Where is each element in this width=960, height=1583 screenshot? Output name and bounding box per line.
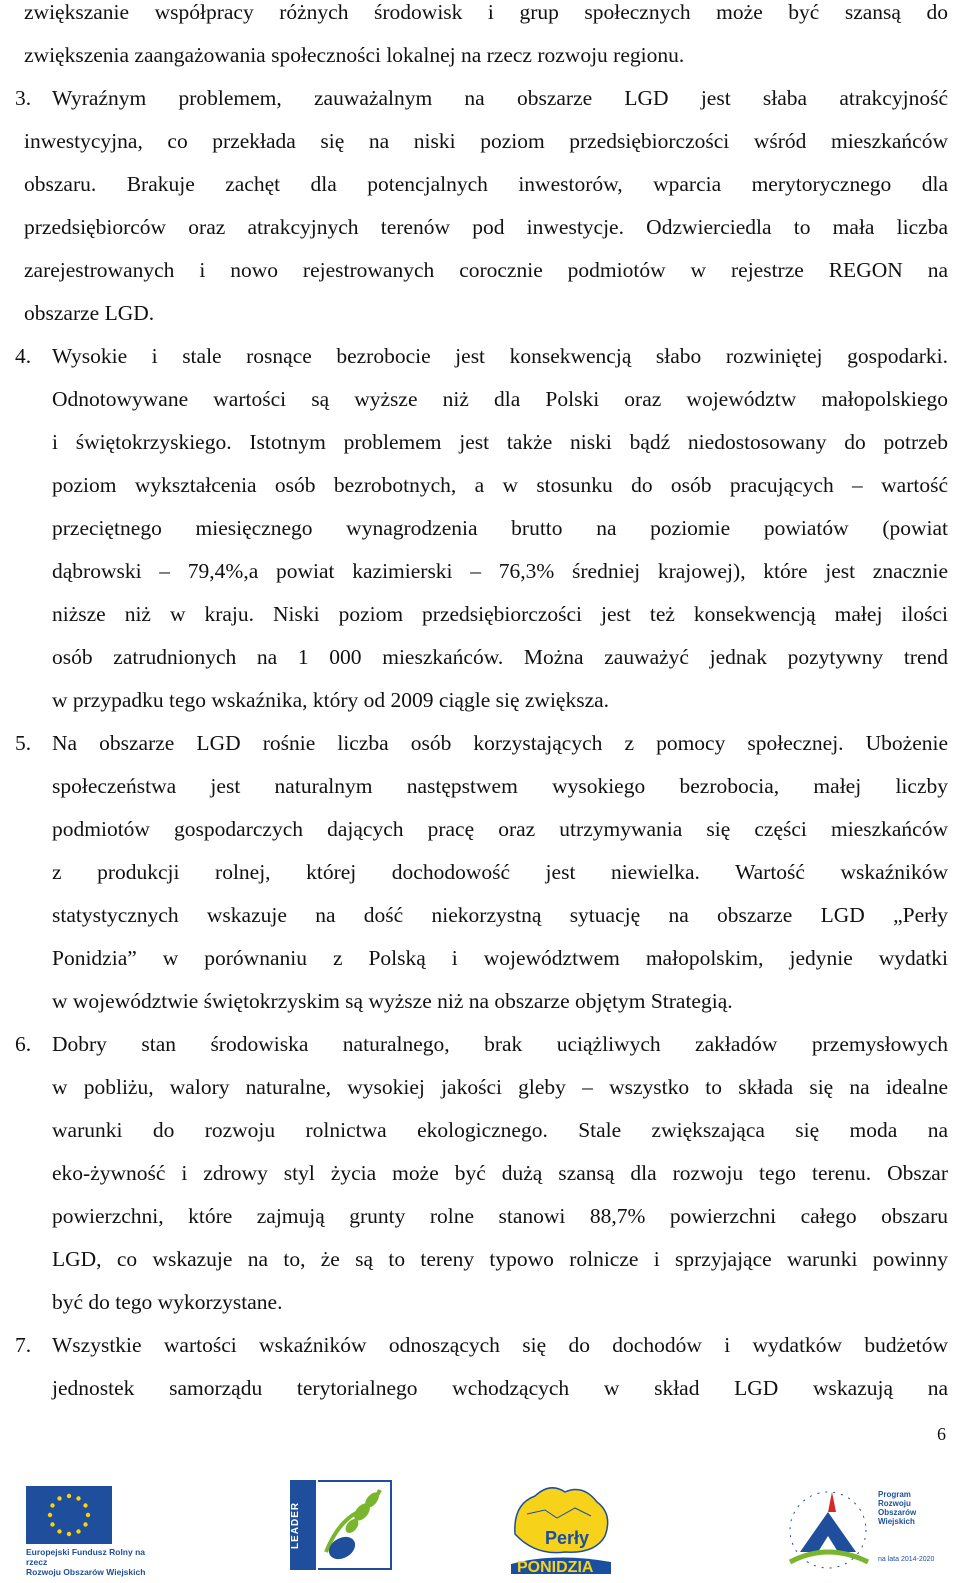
prow-text [878, 1490, 948, 1526]
eu-star-icon [83, 1522, 87, 1526]
text-line [0, 513, 960, 543]
line-text: Ponidzia” w porównaniu z Polską i województwem małopolskim, jedynie wydatki [52, 946, 948, 970]
eu-star-icon [57, 1529, 61, 1533]
prow-emblem-icon [780, 1482, 875, 1577]
line-text: przeciętnego miesięcznego wynagrodzenia brutto na poziomie powiatów (powiat [52, 516, 948, 540]
line-text: przedsiębiorców oraz atrakcyjnych terenów pod inwestycje. Odzwierciedla to mała liczba [24, 215, 948, 239]
eu-star-icon [50, 1503, 54, 1507]
eu-star-icon [76, 1529, 80, 1533]
line-text: jednostek samorządu terytorialnego wchodzących w skład LGD wskazują na [52, 1376, 948, 1400]
text-line [0, 986, 960, 1016]
line-text: powierzchni, które zajmują grunty rolne stanowi 88,7% powierzchni całego obszaru [52, 1204, 948, 1228]
line-text: Na obszarze LGD rośnie liczba osób korzystających z pomocy społecznej. Ubożenie [52, 731, 948, 755]
line-text: w przypadku tego wskaźnika, który od 2009 ciągle się zwiększa. [52, 688, 610, 712]
text-line [0, 685, 960, 715]
eu-star-icon [48, 1513, 52, 1517]
line-text: w województwie świętokrzyskim są wyższe niż na obszarze objętym Strategią. [52, 989, 733, 1013]
eu-flag-logo [26, 1486, 112, 1544]
text-line [0, 642, 960, 672]
text-line [0, 1244, 960, 1274]
line-text: Wszystkie wartości wskaźników odnoszących się do dochodów i wydatków budżetów [52, 1333, 948, 1357]
line-text: z produkcji rolnej, której dochodowość jest niewielka. Wartość wskaźników [52, 860, 948, 884]
eu-star-icon [83, 1503, 87, 1507]
text-line [0, 857, 960, 887]
text-line [0, 814, 960, 844]
text-line [0, 427, 960, 457]
line-text: zwiększenia zaangażowania społeczności lokalnej na rzecz rozwoju regionu. [24, 43, 685, 67]
line-text: w pobliżu, walory naturalne, wysokiej jakości gleby – wszystko to składa się na idealne [52, 1075, 948, 1099]
perly-map-icon [505, 1474, 617, 1574]
eu-fund-line2: Rozwoju Obszarów Wiejskich [26, 1567, 146, 1577]
line-text: Dobry stan środowiska naturalnego, brak uciążliwych zakładów przemysłowych [52, 1032, 948, 1056]
eu-fund-line1: Europejski Fundusz Rolny na rzecz [26, 1547, 146, 1567]
text-line [0, 470, 960, 500]
text-line [0, 83, 960, 113]
eu-star-icon [50, 1522, 54, 1526]
text-line [0, 1072, 960, 1102]
line-text: Wysokie i stale rosnące bezrobocie jest konsekwencją słabo rozwiniętej gospodarki. [52, 344, 948, 368]
prow-line2: Rozwoju [878, 1499, 911, 1508]
leader-label: LEADER [290, 1501, 301, 1549]
eu-star-icon [67, 1532, 71, 1536]
text-line [0, 900, 960, 930]
line-text: LGD, co wskazuje na to, że są to tereny typowo rolnicze i sprzyjające warunki powinny [52, 1247, 948, 1271]
page-number: 6 [937, 1424, 946, 1444]
line-text: Wyraźnym problemem, zauważalnym na obszarze LGD jest słaba atrakcyjność [52, 86, 948, 110]
prow-line4: Wiejskich [878, 1517, 915, 1526]
line-text: dąbrowski – 79,4%,a powiat kazimierski – 76,3% średniej krajowej), które jest znacznie [52, 559, 948, 583]
eu-star-icon [67, 1494, 71, 1498]
line-text: być do tego wykorzystane. [52, 1290, 283, 1314]
line-text: podmiotów gospodarczych dających pracę oraz utrzymywania się części mieszkańców [52, 817, 948, 841]
prow-line3: Obszarów [878, 1508, 917, 1517]
line-text: i świętokrzyskiego. Istotnym problemem jest także niski bądź niedostosowany do potrzeb [52, 430, 948, 454]
text-line [0, 599, 960, 629]
text-line [0, 40, 960, 70]
text-line [0, 212, 960, 242]
text-line [0, 1158, 960, 1188]
text-line [0, 126, 960, 156]
line-text: obszarze LGD. [24, 301, 155, 325]
prow-subtitle: na lata 2014-2020 [878, 1556, 935, 1563]
line-text: statystycznych wskazuje na dość niekorzystną sytuację na obszarze LGD „Perły [52, 903, 948, 927]
leaf-icon [318, 1482, 390, 1568]
prow-emblem-logo [780, 1482, 875, 1577]
line-text: inwestycyjna, co przekłada się na niski poziom przedsiębiorczości wśród mieszkańców [24, 129, 948, 153]
list-number: 4. [15, 344, 32, 368]
text-line [0, 1330, 960, 1360]
text-line [0, 556, 960, 586]
eu-stars-icon [26, 1486, 112, 1544]
text-line [0, 1373, 960, 1403]
text-line [0, 771, 960, 801]
eu-star-icon [57, 1496, 61, 1500]
text-line [0, 1029, 960, 1059]
line-text: warunki do rozwoju rolnictwa ekologicznego. Stale zwiększająca się moda na [52, 1118, 948, 1142]
text-line [0, 1287, 960, 1317]
eu-star-icon [86, 1513, 90, 1517]
line-text: Odnotowywane wartości są wyższe niż dla Polski oraz województw małopolskiego [52, 387, 948, 411]
footer-logos [0, 1468, 960, 1583]
line-text: eko-żywność i zdrowy styl życia może być dużą szansą dla rozwoju tego terenu. Obszar [52, 1161, 948, 1185]
text-line [0, 341, 960, 371]
leader-logo-bar [290, 1480, 316, 1570]
perly-subtitle: PONIDZIA [517, 1559, 594, 1574]
text-line [0, 298, 960, 328]
list-number: 5. [15, 731, 32, 755]
list-number: 3. [15, 86, 32, 110]
line-text: niższe niż w kraju. Niski poziom przedsiębiorczości jest też konsekwencją małej ilości [52, 602, 948, 626]
text-line [0, 943, 960, 973]
eu-fund-text [26, 1547, 156, 1577]
list-number: 6. [15, 1032, 32, 1056]
line-text: obszaru. Brakuje zachęt dla potencjalnych inwestorów, wparcia merytorycznego dla [24, 172, 948, 196]
line-text: osób zatrudnionych na 1 000 mieszkańców. Można zauważyć jednak pozytywny trend [52, 645, 948, 669]
text-line [0, 728, 960, 758]
eu-star-icon [76, 1496, 80, 1500]
line-text: zarejestrowanych i nowo rejestrowanych corocznie podmiotów w rejestrze REGON na [24, 258, 948, 282]
list-number: 7. [15, 1333, 32, 1357]
line-text: społeczeństwa jest naturalnym następstwem wysokiego bezrobocia, małej liczby [52, 774, 948, 798]
prow-line1: Program [878, 1490, 911, 1499]
perly-ponidzia-logo [505, 1474, 617, 1574]
line-text: zwiększanie współpracy różnych środowisk i grup społecznych może być szansą do [24, 0, 948, 24]
text-line [0, 1201, 960, 1231]
text-line [0, 169, 960, 199]
leader-emblem [318, 1480, 392, 1570]
text-line [0, 255, 960, 285]
text-line [0, 0, 960, 27]
text-line [0, 1115, 960, 1145]
perly-title: Perły [545, 1528, 590, 1548]
text-line [0, 384, 960, 414]
line-text: poziom wykształcenia osób bezrobotnych, a w stosunku do osób pracujących – wartość [52, 473, 948, 497]
